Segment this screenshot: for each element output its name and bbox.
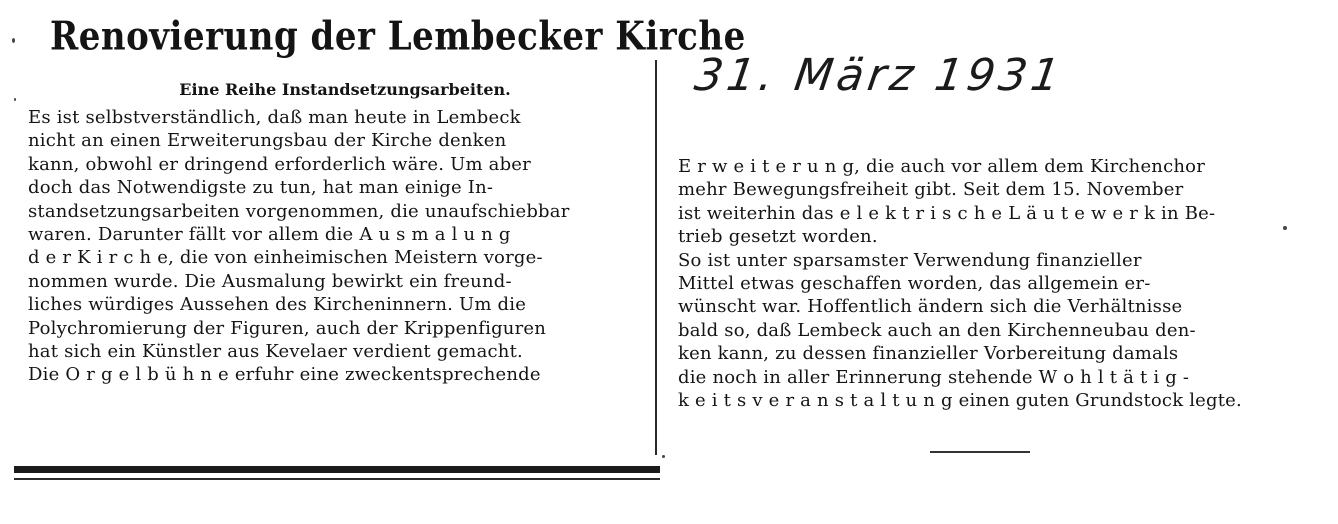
text-line: bald so, daß Lembeck auch an den Kirchenneubau den- [678,319,1196,341]
print-speck [1283,226,1287,230]
handwritten-date: 31. März 1931 [691,50,1067,101]
text-line: Mittel etwas geschaffen worden, das allgemein er- [678,272,1151,294]
text-line: ist weiterhin das e l e k t r i s c h e L ä u t e w e r k in Be- [678,202,1216,224]
print-speck [14,98,16,101]
text-line: Es ist selbstverständlich, daß man heute in Lembeck [28,107,521,128]
text-line: wünscht war. Hoffentlich ändern sich die Verhältnisse [678,296,1183,318]
text-line: waren. Darunter fällt vor allem die A u s m a l u n g [28,223,511,245]
text-line: nicht an einen Erweiterungsbau der Kirche denken [28,130,507,152]
text-line: doch das Notwendigste zu tun, hat man einige In- [28,177,494,199]
left-column [28,106,644,387]
text-line: trieb gesetzt worden. [678,226,878,248]
article-headline: Renovierung der Lembecker Kirche [50,14,746,60]
right-column [678,155,1298,412]
column-divider [655,60,657,455]
text-line: d e r K i r c h e, die von einheimischen Meistern vorge- [28,247,543,269]
text-line: kann, obwohl er dringend erforderlich wäre. Um aber [28,153,531,175]
text-line: liches würdiges Aussehen des Kircheninnern. Um die [28,294,527,316]
bottom-rule-thick [14,466,660,473]
text-line: k e i t s v e r a n s t a l t u n g einen guten Grundstock legte. [678,389,1242,411]
text-line: ken kann, zu dessen finanzieller Vorbereitung damals [678,343,1179,365]
bottom-rule-thin [14,478,660,480]
text-line: hat sich ein Künstler aus Kevelaer verdient gemacht. [28,340,523,362]
article-end-rule [930,451,1030,453]
text-line: nommen wurde. Die Ausmalung bewirkt ein freund- [28,270,512,292]
article-subheadline: Eine Reihe Instandsetzungsarbeiten. [179,80,511,99]
text-line: Die O r g e l b ü h n e erfuhr eine zweckentsprechende [28,364,541,386]
text-line: mehr Bewegungsfreiheit gibt. Seit dem 15. November [678,179,1184,201]
text-line: die noch in aller Erinnerung stehende W o h l t ä t i g - [678,366,1190,388]
text-line: standsetzungsarbeiten vorgenommen, die unaufschiebbar [28,200,570,222]
text-line: Polychromierung der Figuren, auch der Krippenfiguren [28,317,547,339]
text-line: E r w e i t e r u n g, die auch vor allem dem Kirchenchor [678,156,1206,177]
text-line: So ist unter sparsamster Verwendung finanzieller [678,249,1142,271]
print-speck [12,38,15,43]
print-speck [662,455,665,458]
